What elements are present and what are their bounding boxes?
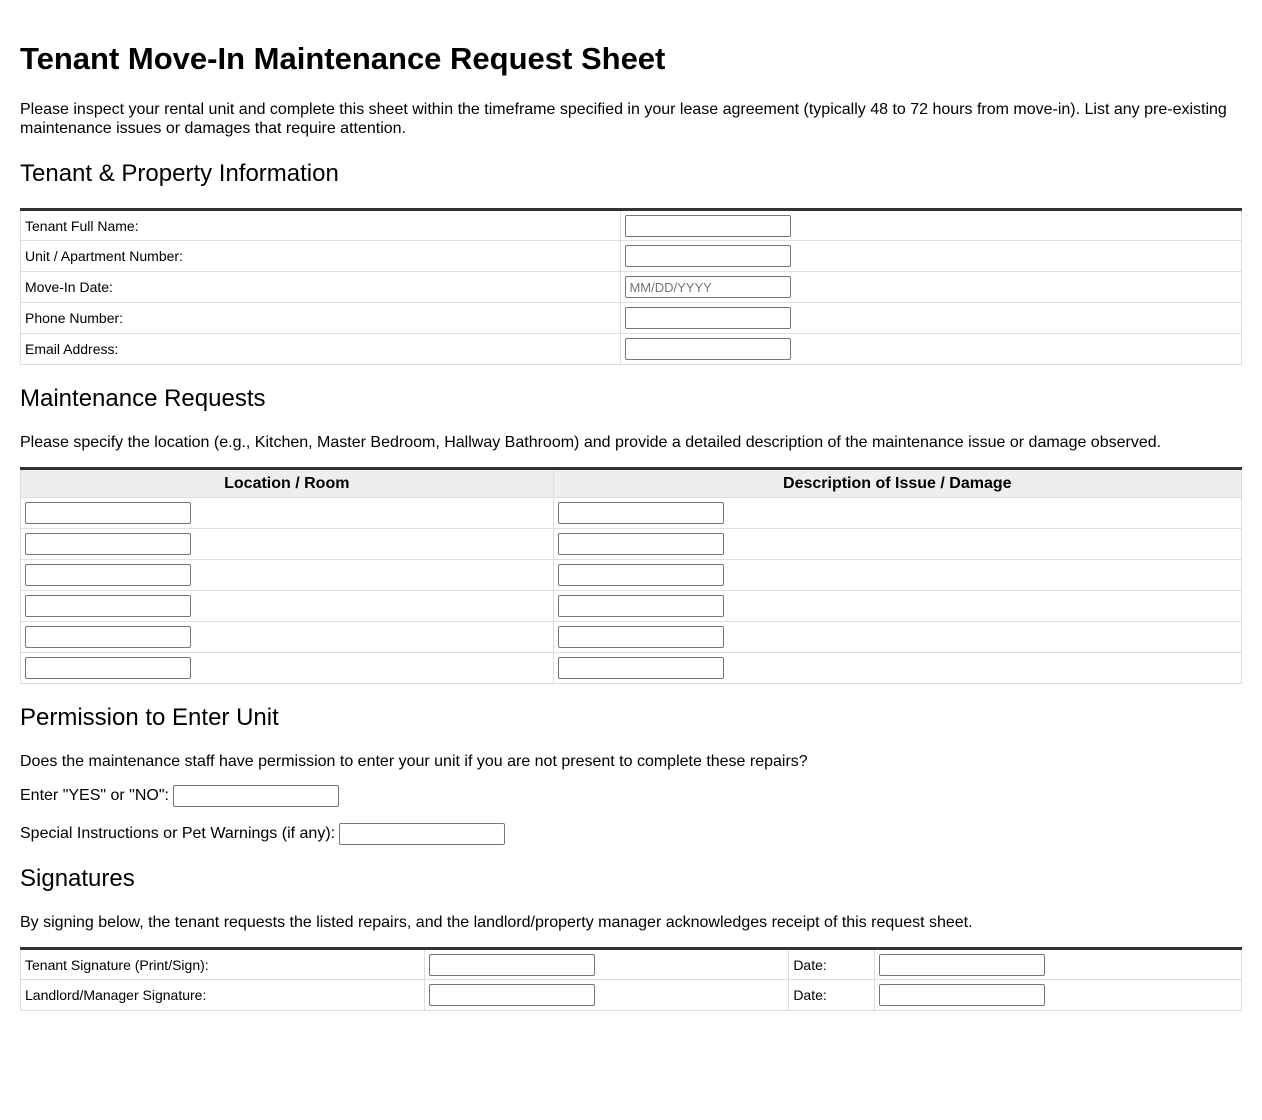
tenant-signature-field[interactable] (429, 954, 595, 976)
signatures-statement: By signing below, the tenant requests the listed repairs, and the landlord/property manager acknowledges receipt of this request sheet. (20, 914, 973, 931)
maintenance-instructions: Please specify the location (e.g., Kitchen, Master Bedroom, Hallway Bathroom) and provide a detailed description of the maintenance issue or damage observed. (20, 434, 1162, 451)
tenant-info-heading: Tenant & Property Information (20, 160, 339, 187)
table-row (21, 622, 1242, 653)
location-input[interactable] (25, 626, 191, 648)
intro-text: Please inspect your rental unit and complete this sheet within the timeframe specified in your lease agreement (typically 48 to 72 hours from move-in). List any pre-existing maintenance issues or damages that require attention. (20, 101, 1227, 137)
maintenance-heading: Maintenance Requests (20, 385, 266, 412)
tenant-info-table (20, 208, 1242, 365)
table-header-row (21, 469, 1242, 498)
email-address-field[interactable] (625, 338, 791, 360)
special-instructions-label: Special Instructions or Pet Warnings (if any): (20, 825, 336, 842)
tenant-name-label: Tenant Full Name: (21, 210, 621, 241)
table-row (21, 241, 1242, 272)
landlord-date-field[interactable] (879, 984, 1045, 1006)
page-title: Tenant Move-In Maintenance Request Sheet (20, 41, 666, 76)
move-in-date-label: Move-In Date: (21, 272, 621, 303)
table-row (21, 272, 1242, 303)
special-instructions-field[interactable] (339, 823, 505, 845)
description-input[interactable] (558, 626, 724, 648)
tenant-date-label: Date: (789, 949, 875, 980)
column-header-description: Description of Issue / Damage (553, 469, 1241, 498)
location-input[interactable] (25, 595, 191, 617)
column-header-location: Location / Room (21, 469, 554, 498)
landlord-date-label: Date: (789, 980, 875, 1011)
unit-number-field[interactable] (625, 245, 791, 267)
signatures-table (20, 947, 1242, 1011)
landlord-signature-field[interactable] (429, 984, 595, 1006)
unit-number-label: Unit / Apartment Number: (21, 241, 621, 272)
location-input[interactable] (25, 502, 191, 524)
tenant-date-field[interactable] (879, 954, 1045, 976)
table-row (21, 210, 1242, 241)
special-instructions-line (20, 823, 1242, 845)
table-row (21, 303, 1242, 334)
description-input[interactable] (558, 595, 724, 617)
description-input[interactable] (558, 533, 724, 555)
description-input[interactable] (558, 502, 724, 524)
table-row (21, 498, 1242, 529)
phone-number-field[interactable] (625, 307, 791, 329)
permission-question: Does the maintenance staff have permission to enter your unit if you are not present to complete these repairs? (20, 753, 808, 770)
signatures-heading: Signatures (20, 865, 135, 892)
permission-heading: Permission to Enter Unit (20, 704, 279, 731)
description-input[interactable] (558, 564, 724, 586)
location-input[interactable] (25, 657, 191, 679)
yes-no-line (20, 785, 1242, 807)
phone-number-label: Phone Number: (21, 303, 621, 334)
location-input[interactable] (25, 564, 191, 586)
table-row (21, 591, 1242, 622)
tenant-signature-label: Tenant Signature (Print/Sign): (21, 949, 425, 980)
landlord-signature-label: Landlord/Manager Signature: (21, 980, 425, 1011)
table-row (21, 980, 1242, 1011)
yes-no-field[interactable] (173, 785, 339, 807)
table-row (21, 334, 1242, 365)
email-address-label: Email Address: (21, 334, 621, 365)
table-row (21, 529, 1242, 560)
table-row (21, 560, 1242, 591)
move-in-date-field[interactable] (625, 276, 791, 298)
table-row (21, 653, 1242, 684)
yes-no-label: Enter "YES" or "NO": (20, 787, 169, 804)
description-input[interactable] (558, 657, 724, 679)
tenant-name-field[interactable] (625, 215, 791, 237)
table-row (21, 949, 1242, 980)
maintenance-table (20, 467, 1242, 684)
location-input[interactable] (25, 533, 191, 555)
